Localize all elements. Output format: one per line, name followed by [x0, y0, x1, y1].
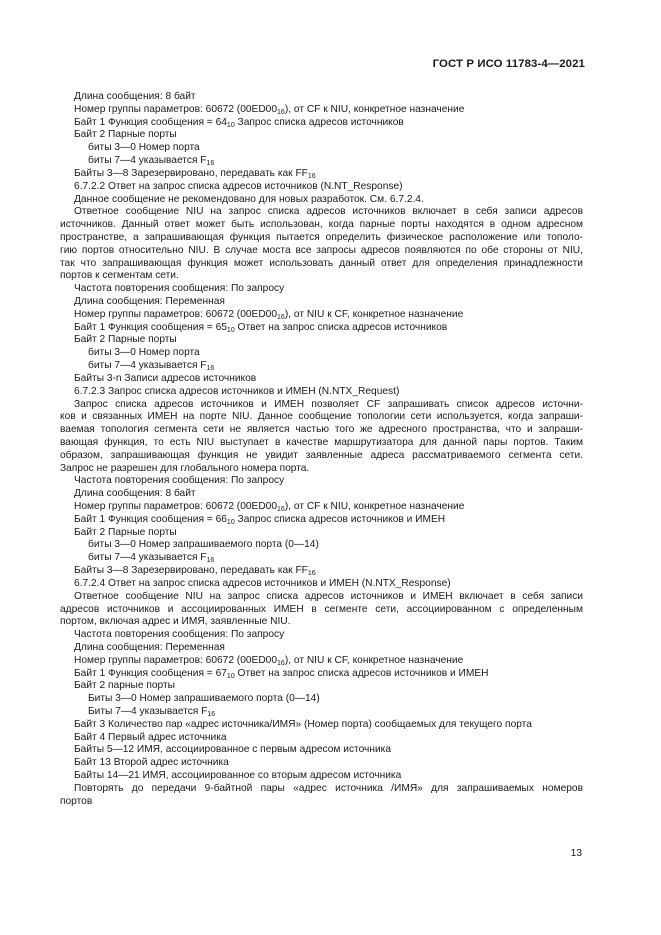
- line-text: Данное сообщение не рекомендовано для новых разработок. См. 6.7.2.4.: [74, 193, 424, 205]
- text-line: [60, 680, 583, 693]
- line-text-after: Запрос списка адресов источников: [234, 116, 404, 128]
- subscript: 10: [226, 121, 235, 129]
- text-line: [60, 604, 583, 617]
- subscript: 16: [307, 172, 316, 180]
- text-line: [60, 501, 583, 514]
- text-line: [60, 181, 583, 194]
- line-text: Байт 2 парные порты: [74, 680, 175, 692]
- line-text: Байт 2 Парные порты: [74, 334, 177, 346]
- text-line: [60, 399, 583, 412]
- line-text: Номер группы параметров: 60672 (00ED00: [74, 308, 278, 320]
- line-text: образом, запрашивающая функция не увидит заявленные адреса рассматриваемого сегмента сети.: [60, 449, 583, 461]
- text-line: [60, 424, 583, 437]
- line-text: источников. Данный ответ может быть использован, когда парные порты находятся в одном адресном: [60, 219, 583, 231]
- line-text: Байт 2 Парные порты: [74, 526, 177, 538]
- text-line: [60, 565, 583, 578]
- text-line: [60, 245, 583, 258]
- text-line: [60, 552, 583, 565]
- line-text-after: ), от CF к NIU, конкретное назначение: [284, 103, 465, 115]
- line-text: Длина сообщения: Переменная: [74, 296, 225, 307]
- line-text: Биты 7—4 указывается F: [88, 706, 208, 717]
- line-text: ков и связанных ИМЕН на порте NIU. Данное сообщение топологии сети используется, когда запраши-: [60, 411, 583, 423]
- text-line: [60, 334, 583, 347]
- text-line: [60, 219, 583, 232]
- text-line: [60, 629, 583, 642]
- text-line: [60, 347, 583, 360]
- line-text: Ответное сообщение NIU на запрос списка адресов источников включает в себя записи адресов: [74, 206, 583, 218]
- line-text: портов: [60, 795, 93, 807]
- line-text: Байт 1 Функция сообщения = 66: [74, 513, 227, 525]
- text-line: [60, 744, 583, 757]
- text-line: [60, 258, 583, 271]
- document-body: [60, 91, 583, 809]
- text-line: [60, 386, 583, 399]
- line-text: Длина сообщения: 8 байт: [74, 488, 196, 500]
- text-line: [60, 322, 583, 335]
- line-text: биты 3—0 Номер порта: [88, 347, 200, 359]
- text-line: [60, 411, 583, 424]
- text-line: [60, 309, 583, 322]
- line-text: так что запрашивающая функция может использовать данный ответ для определения принадлежности: [60, 257, 583, 269]
- text-line: [60, 757, 583, 770]
- subscript: 16: [277, 659, 285, 667]
- line-text: Номер группы параметров: 60672 (00ED00: [74, 103, 278, 115]
- text-line: [60, 296, 583, 309]
- line-text: Байты 14—21 ИМЯ, ассоциированное со вторым адресом источника: [74, 770, 402, 782]
- text-line: [60, 194, 583, 207]
- text-line: [60, 104, 583, 117]
- text-line: [60, 770, 583, 783]
- standard-header: ГОСТ Р ИСО 11783-4—2021: [432, 58, 585, 70]
- line-text-after: Ответ на запрос списка адресов источников и ИМЕН: [234, 667, 489, 679]
- line-text: Длина сообщения: 8 байт: [74, 91, 196, 102]
- text-line: [60, 616, 583, 629]
- line-text: биты 3—0 Номер запрашиваемого порта (0—14): [88, 539, 319, 551]
- line-text: Байт 2 Парные порты: [74, 129, 177, 141]
- line-text: Биты 3—0 Номер запрашиваемого порта (0—14): [88, 693, 320, 705]
- line-text: 6.7.2.2 Ответ на запрос списка адресов источников (N.NT_Response): [74, 180, 403, 192]
- subscript: 10: [226, 326, 235, 334]
- subscript: 16: [206, 160, 215, 168]
- line-text-after: ), от NIU к CF, конкретное назначение: [284, 308, 464, 320]
- line-text: Длина сообщения: Переменная: [74, 641, 225, 653]
- line-text-after: Ответ на запрос списка адресов источников: [234, 321, 448, 333]
- text-line: [60, 668, 583, 681]
- subscript: 16: [207, 711, 216, 718]
- text-line: [60, 578, 583, 591]
- line-text: 6.7.2.3 Запрос списка адресов источников и ИМЕН (N.NTX_Request): [74, 385, 400, 397]
- text-line: [60, 527, 583, 540]
- subscript: 16: [307, 570, 316, 578]
- line-text: портом, включая адрес и ИМЯ, заявленные NIU.: [60, 616, 291, 628]
- line-text: биты 7—4 указывается F: [88, 360, 207, 372]
- text-line: [60, 655, 583, 668]
- subscript: 16: [277, 506, 285, 513]
- text-line: [60, 475, 583, 488]
- text-line: [60, 783, 583, 796]
- line-text: Номер группы параметров: 60672 (00ED00: [74, 654, 278, 666]
- subscript: 10: [226, 518, 235, 526]
- text-line: [60, 693, 583, 706]
- line-text: Байты 3—8 Зарезервировано, передавать как FF: [74, 167, 308, 179]
- line-text: Байт 13 Второй адрес источника: [74, 757, 229, 769]
- subscript: 16: [206, 557, 215, 565]
- line-text: Повторять до передачи 9-байтной пары «адрес источника /ИМЯ» для запрашиваемых номеров: [74, 782, 583, 794]
- line-text: вающая функция, то есть NIU выступает в качестве маршрутизатора для данной пары портов. Таким: [60, 436, 583, 448]
- text-line: [60, 206, 583, 219]
- subscript: 16: [277, 313, 285, 321]
- text-line: [60, 514, 583, 527]
- text-line: [60, 796, 583, 809]
- text-line: [60, 129, 583, 142]
- text-line: [60, 732, 583, 745]
- line-text: Ответное сообщение NIU на запрос списка адресов источников и ИМЕН включает в себя записи: [74, 590, 583, 602]
- text-line: [60, 450, 583, 463]
- line-text: Номер группы параметров: 60672 (00ED00: [74, 501, 278, 512]
- line-text: биты 7—4 указывается F: [88, 155, 207, 167]
- text-line: [60, 706, 583, 719]
- line-text: 6.7.2.4 Ответ на запрос списка адресов источников и ИМЕН (N.NTX_Response): [74, 577, 451, 589]
- page-number: 13: [570, 848, 582, 859]
- text-line: [60, 591, 583, 604]
- text-line: [60, 270, 583, 283]
- line-text-after: ), от NIU к CF, конкретное назначение: [284, 654, 464, 666]
- text-line: [60, 232, 583, 245]
- text-line: [60, 142, 583, 155]
- subscript: 16: [277, 108, 285, 116]
- line-text: Байты 5—12 ИМЯ, ассоциированное с первым адресом источника: [74, 744, 392, 756]
- text-line: [60, 463, 583, 476]
- text-line: [60, 488, 583, 501]
- line-text: адресов источников и ассоциированных ИМЕН в сегменте сети, ассоциированном с определенным: [60, 603, 583, 615]
- line-text: Частота повторения сообщения: По запросу: [74, 475, 285, 487]
- line-text: Байт 1 Функция сообщения = 65: [74, 321, 227, 333]
- text-line: [60, 283, 583, 296]
- subscript: 16: [206, 365, 215, 373]
- line-text: Байты 3—8 Зарезервировано, передавать как FF: [74, 565, 308, 577]
- text-line: [60, 373, 583, 386]
- text-line: [60, 642, 583, 655]
- line-text: Запрос не разрешен для глобального номера порта.: [60, 462, 310, 474]
- text-line: [60, 539, 583, 552]
- line-text: Байт 4 Первый адрес источника: [74, 731, 227, 743]
- line-text: Частота повторения сообщения: По запросу: [74, 283, 285, 295]
- line-text: портов к сегментам сети.: [60, 270, 179, 282]
- text-line: [60, 168, 583, 181]
- line-text-after: ), от CF к NIU, конкретное назначение: [284, 501, 465, 512]
- subscript: 10: [226, 672, 235, 680]
- line-text: ваемая топология сегмента сети не является частью того же адресного пространства, что и запраши-: [60, 424, 583, 436]
- line-text: Байты 3-n Записи адресов источников: [74, 372, 257, 384]
- line-text: Байт 1 Функция сообщения = 64: [74, 116, 227, 128]
- text-line: [60, 360, 583, 373]
- line-text: пространстве, а запрашивающая функция пытается определить физическое расположение или тополо-: [60, 231, 583, 243]
- line-text: биты 3—0 Номер порта: [88, 142, 200, 154]
- line-text: гию портов относительно NIU. В случае моста все запросы адресов появляются по обе стороны от NIU,: [60, 244, 583, 256]
- text-line: [60, 117, 583, 130]
- line-text: биты 7—4 указывается F: [88, 552, 207, 564]
- line-text: Запрос списка адресов источников и ИМЕН позволяет CF запрашивать список адресов источни-: [74, 398, 583, 410]
- line-text: Частота повторения сообщения: По запросу: [74, 629, 285, 641]
- line-text: Байт 1 Функция сообщения = 67: [74, 667, 227, 679]
- line-text-after: Запрос списка адресов источников и ИМЕН: [234, 513, 446, 525]
- text-line: [60, 719, 583, 732]
- text-line: [60, 91, 583, 104]
- text-line: [60, 437, 583, 450]
- line-text: Байт 3 Количество пар «адрес источника/ИМЯ» (Номер порта) сообщаемых для текущего порта: [74, 718, 532, 730]
- text-line: [60, 155, 583, 168]
